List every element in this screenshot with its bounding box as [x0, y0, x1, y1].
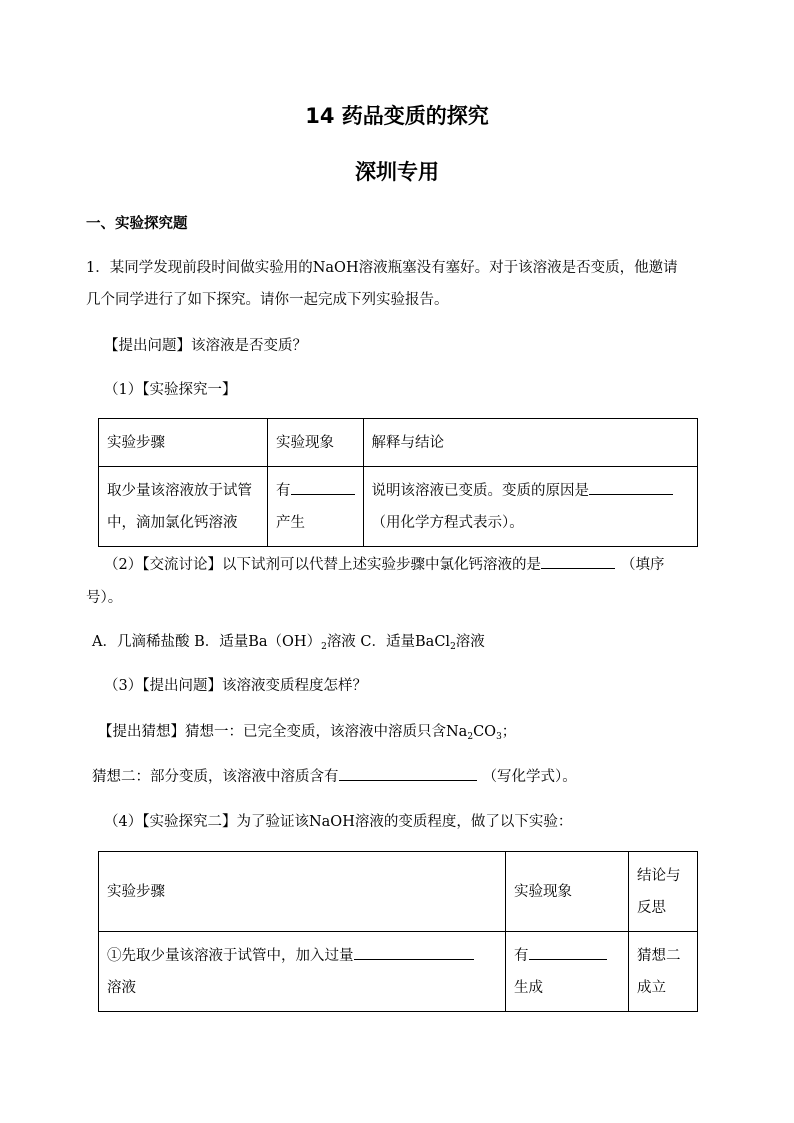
fill-blank[interactable] — [354, 945, 474, 960]
section-heading: 一、实验探究题 — [86, 216, 188, 232]
table1-cell-observation: 有 产生 — [268, 467, 364, 547]
document-title: 14 药品变质的探究 — [305, 104, 489, 128]
table1-header-observation: 实验现象 — [268, 419, 364, 467]
document-subtitle: 深圳专用 — [355, 160, 439, 184]
part-1-label: （1）【实验探究一】 — [104, 382, 237, 398]
table1-header-step: 实验步骤 — [99, 419, 268, 467]
table2-header-step: 实验步骤 — [99, 852, 506, 932]
table1-cell-step: 取少量该溶液放于试管 中，滴加氯化钙溶液 — [99, 467, 268, 547]
table2-header-conclusion: 结论与 反思 — [629, 852, 698, 932]
part-3-label: （3）【提出问题】该溶液变质程度怎样？ — [104, 678, 367, 694]
hypothesis-1: 【提出猜想】猜想一：已完全变质，该溶液中溶质只含$Na_2CO_3$； — [98, 724, 517, 742]
fill-blank[interactable] — [529, 945, 607, 960]
hypothesis-2: 猜想二：部分变质，该溶液中溶质含有 （写化学式）。 — [92, 766, 577, 787]
part-4-label: （4）【实验探究二】为了验证该NaOH溶液的变质程度，做了以下实验： — [104, 814, 573, 830]
answer-options: A．几滴稀盐酸 B．适量$Ba(OH)_2$溶液 C．适量BaCl$_2$溶液 — [92, 634, 485, 652]
table1-header-conclusion: 解释与结论 — [363, 419, 698, 467]
fill-blank[interactable] — [339, 766, 477, 781]
table2-cell-conclusion: 猜想二 成立 — [629, 932, 698, 1012]
table1-cell-conclusion: 说明该溶液已变质。变质的原因是 （用化学方程式表示）。 — [363, 467, 698, 547]
fill-blank[interactable] — [291, 480, 355, 495]
experiment-table-2 — [98, 851, 698, 1012]
raise-question: 【提出问题】该溶液是否变质？ — [104, 338, 307, 354]
experiment-table-1 — [98, 418, 698, 547]
question-text-line-1: 1．某同学发现前段时间做实验用的NaOH溶液瓶塞没有塞好。对于该溶液是否变质，他邀请 — [86, 260, 678, 276]
part-2-line-2: 号）。 — [86, 590, 123, 606]
table2-cell-step: ①先取少量该溶液于试管中，加入过量 溶液 — [99, 932, 506, 1012]
question-text-line-2: 几个同学进行了如下探究。请你一起完成下列实验报告。 — [86, 292, 449, 308]
table2-header-observation: 实验现象 — [506, 852, 629, 932]
fill-blank[interactable] — [589, 480, 673, 495]
fill-blank[interactable] — [541, 554, 615, 569]
table2-cell-observation: 有 生成 — [506, 932, 629, 1012]
part-2-line-1: （2）【交流讨论】以下试剂可以代替上述实验步骤中氯化钙溶液的是 （填序 — [104, 554, 664, 575]
